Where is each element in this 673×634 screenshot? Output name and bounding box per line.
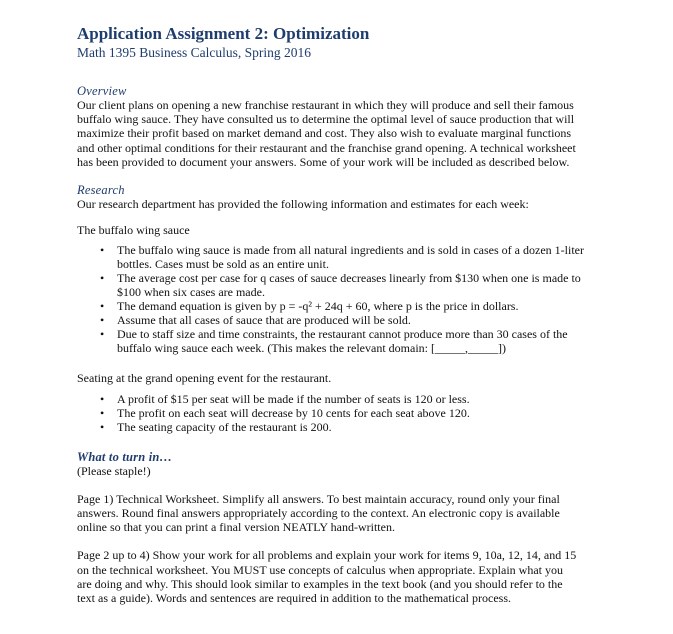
bullet-icon: • (100, 299, 105, 314)
seating-heading: Seating at the grand opening event for the restaurant. (77, 371, 332, 386)
list-item: • A profit of $15 per seat will be made if the number of seats is 120 or less. (100, 391, 470, 406)
list-item: • Assume that all cases of sauce that are produced will be sold. (100, 313, 411, 328)
course-subtitle: Math 1395 Business Calculus, Spring 2016 (77, 45, 312, 60)
research-heading: Research (77, 183, 125, 198)
overview-heading: Overview (77, 84, 127, 98)
sauce-list (77, 243, 617, 355)
list-item: • The profit on each seat will decrease by 10 cents for each seat above 120. (100, 405, 470, 420)
list-item: • The buffalo wing sauce is made from all natural ingredients and is sold in cases of a dozen 1-liter bottles. Cases must be sold as an entire unit. (100, 243, 584, 272)
list-item: • The demand equation is given by p = -q² + 24q + 60, where p is the price in dollars. (100, 299, 519, 314)
seating-list (77, 392, 617, 434)
overview-body: Our client plans on opening a new franchise restaurant in which they will produce and sell their famous buffalo wing sauce. They have consulted us to determine the optimal level of sauce production that will maximize their profit based on market demand and cost. They also wish to evaluate marginal functions and other optimal conditions for their restaurant and the franchise grand opening. A technical worksheet has been provided to document your answers. Some of your work will be included as described below. (77, 98, 576, 169)
list-item: • Due to staff size and time constraints, the restaurant cannot produce more than 30 cases of the buffalo wing sauce each week. (This makes the relevant domain: [_____,_____]) (100, 327, 568, 356)
bullet-icon: • (100, 327, 105, 342)
page-title: Application Assignment 2: Optimization (77, 24, 370, 43)
bullet-icon: • (100, 271, 105, 286)
turn-in-heading: What to turn in… (77, 449, 173, 464)
page1-instructions: Page 1) Technical Worksheet. Simplify all answers. To best maintain accuracy, round only your final answers. Round final answers appropriately according to the context. An electronic copy is available online so that you can print a final version NEATLY hand-written. (77, 491, 560, 535)
bullet-icon: • (100, 313, 105, 328)
list-item: • The average cost per case for q cases of sauce decreases linearly from $130 when one is made to $100 when six cases are made. (100, 271, 581, 300)
list-item: • The seating capacity of the restaurant is 200. (100, 419, 332, 434)
bullet-icon: • (100, 419, 105, 434)
bullet-icon: • (100, 391, 105, 406)
bullet-icon: • (100, 243, 105, 258)
page2-instructions: Page 2 up to 4) Show your work for all problems and explain your work for items 9, 10a, 12, 14, and 15 on the technical worksheet. You MUST use concepts of calculus when appropriate. Explain what you are doing and why. This should look similar to examples in the text book (and you should refer to the text as a guide). Words and sentences are required in addition to the mathematical process. (77, 548, 577, 606)
sauce-heading: The buffalo wing sauce (77, 223, 190, 238)
staple-note: (Please staple!) (77, 463, 151, 478)
document-page (77, 24, 617, 605)
research-intro: Our research department has provided the following information and estimates for each week: (77, 197, 529, 212)
bullet-icon: • (100, 405, 105, 420)
